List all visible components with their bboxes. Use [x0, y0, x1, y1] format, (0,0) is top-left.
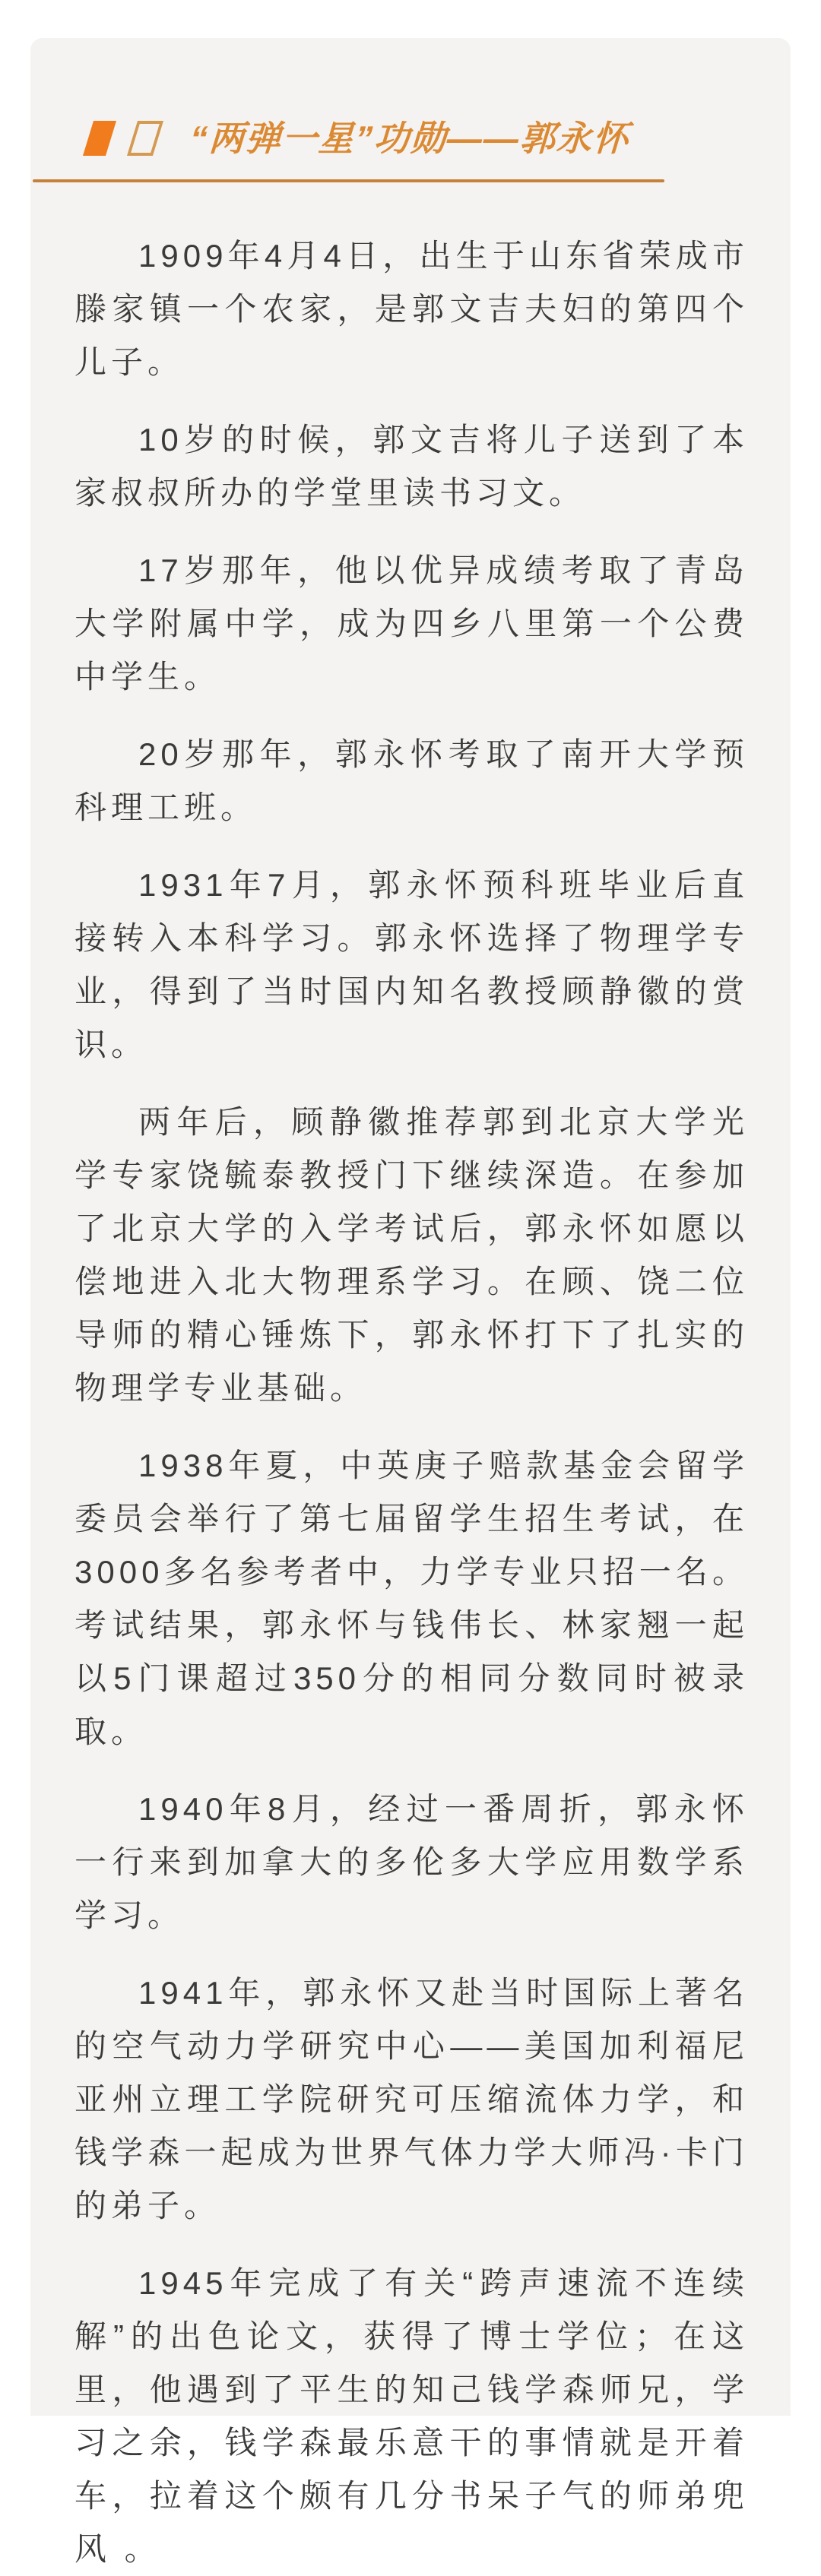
- paragraph: 20岁那年，郭永怀考取了南开大学预科理工班。: [74, 736, 749, 825]
- paragraph: 1940年8月，经过一番周折，郭永怀一行来到加拿大的多伦多大学应用数学系学习。: [74, 1791, 749, 1933]
- page-title: “两弹一星”功勋——郭永怀: [189, 119, 631, 158]
- paragraph: 1931年7月，郭永怀预科班毕业后直接转入本科学习。郭永怀选择了物理学专业，得到了当时国内知名教授顾静徽的赏识。: [74, 867, 749, 1062]
- paragraph: 1941年，郭永怀又赴当时国际上著名的空气动力学研究中心——美国加利福尼亚州立理工学院研究可压缩流体力学，和钱学森一起成为世界气体力学大师冯·卡门的弟子。: [74, 1975, 749, 2223]
- title-row: [30, 117, 791, 160]
- outline-square-icon: [127, 121, 163, 156]
- filled-square-icon: [83, 121, 116, 156]
- title-divider: [33, 179, 664, 182]
- article-header: [30, 38, 791, 182]
- paragraph: 两年后，顾静徽推荐郭到北京大学光学专家饶毓泰教授门下继续深造。在参加了北京大学的入学考试后，郭永怀如愿以偿地进入北大物理系学习。在顾、饶二位导师的精心锤炼下，郭永怀打下了扎实的物理学专业基础。: [74, 1104, 749, 1406]
- paragraph: 1909年4月4日，出生于山东省荣成市滕家镇一个农家，是郭文吉夫妇的第四个儿子。: [74, 238, 749, 380]
- paragraph: 10岁的时候，郭文吉将儿子送到了本家叔叔所办的学堂里读书习文。: [74, 422, 749, 511]
- paragraph: 1945年完成了有关“跨声速流不连续解”的出色论文，获得了博士学位；在这里，他遇到了平生的知己钱学森师兄，学习之余，钱学森最乐意干的事情就是开着车，拉着这个颇有几分书呆子气的师弟兜风 。: [74, 2265, 749, 2567]
- article-card: [30, 38, 791, 2567]
- paragraph: 1938年夏，中英庚子赔款基金会留学委员会举行了第七届留学生招生考试，在3000多名参考者中，力学专业只招一名。考试结果，郭永怀与钱伟长、林家翘一起以5门课超过350分的相同分数同时被录取。: [74, 1448, 749, 1749]
- article-body: [30, 229, 791, 2576]
- paragraph: 17岁那年，他以优异成绩考取了青岛大学附属中学，成为四乡八里第一个公费中学生。: [74, 552, 749, 695]
